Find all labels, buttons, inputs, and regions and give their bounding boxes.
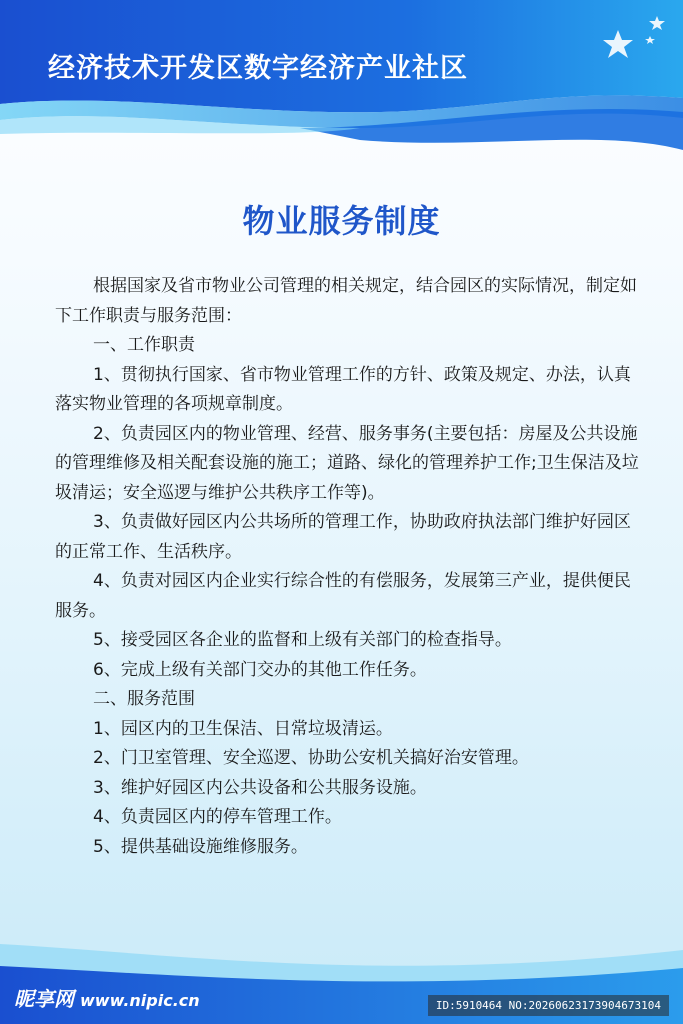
watermark-logo (14, 983, 200, 1012)
section-heading: 二、服务范围 (93, 689, 195, 709)
watermark-url: www.nipic.cn (80, 991, 200, 1010)
list-item: 2、门卫室管理、安全巡逻、协助公安机关搞好治安管理。 (93, 748, 529, 768)
list-item: 2、负责园区内的物业管理、经营、服务事务(主要包括：房屋及公共设施的管理维修及相关配套设施的施工；道路、绿化的管理养护工作;卫生保洁及垃圾清运；安全巡逻与维护公共秩序工作等)。 (55, 423, 639, 503)
header-banner (0, 0, 683, 160)
footer-banner (0, 914, 683, 1024)
section-heading: 一、工作职责 (93, 335, 195, 355)
watermark-logo-text: 昵享网 (14, 987, 74, 1011)
list-item: 4、负责园区内的停车管理工作。 (93, 807, 342, 827)
list-item: 6、完成上级有关部门交办的其他工作任务。 (93, 659, 427, 680)
list-item: 5、接受园区各企业的监督和上级有关部门的检查指导。 (93, 630, 512, 650)
list-item: 1、贯彻执行国家、省市物业管理工作的方针、政策及规定、办法，认真落实物业管理的各项规章制度。 (55, 364, 631, 414)
list-item: 5、提供基础设施维修服务。 (93, 836, 308, 857)
document-title: 物业服务制度 (242, 202, 441, 240)
org-title: 经济技术开发区数字经济产业社区 (48, 53, 468, 84)
document-body (55, 272, 640, 862)
list-item: 4、负责对园区内企业实行综合性的有偿服务，发展第三产业，提供便民服务。 (55, 571, 631, 621)
list-item: 3、负责做好园区内公共场所的管理工作，协助政府执法部门维护好园区的正常工作、生活秩序。 (55, 512, 631, 562)
watermark-id: ID:5910464 NO:20260623173904673104 (428, 995, 669, 1016)
list-item: 3、维护好园区内公共设备和公共服务设施。 (93, 777, 427, 798)
paragraph-intro: 根据国家及省市物业公司管理的相关规定，结合园区的实际情况，制定如下工作职责与服务范围： (55, 276, 637, 326)
list-item: 1、园区内的卫生保洁、日常垃圾清运。 (93, 718, 393, 739)
